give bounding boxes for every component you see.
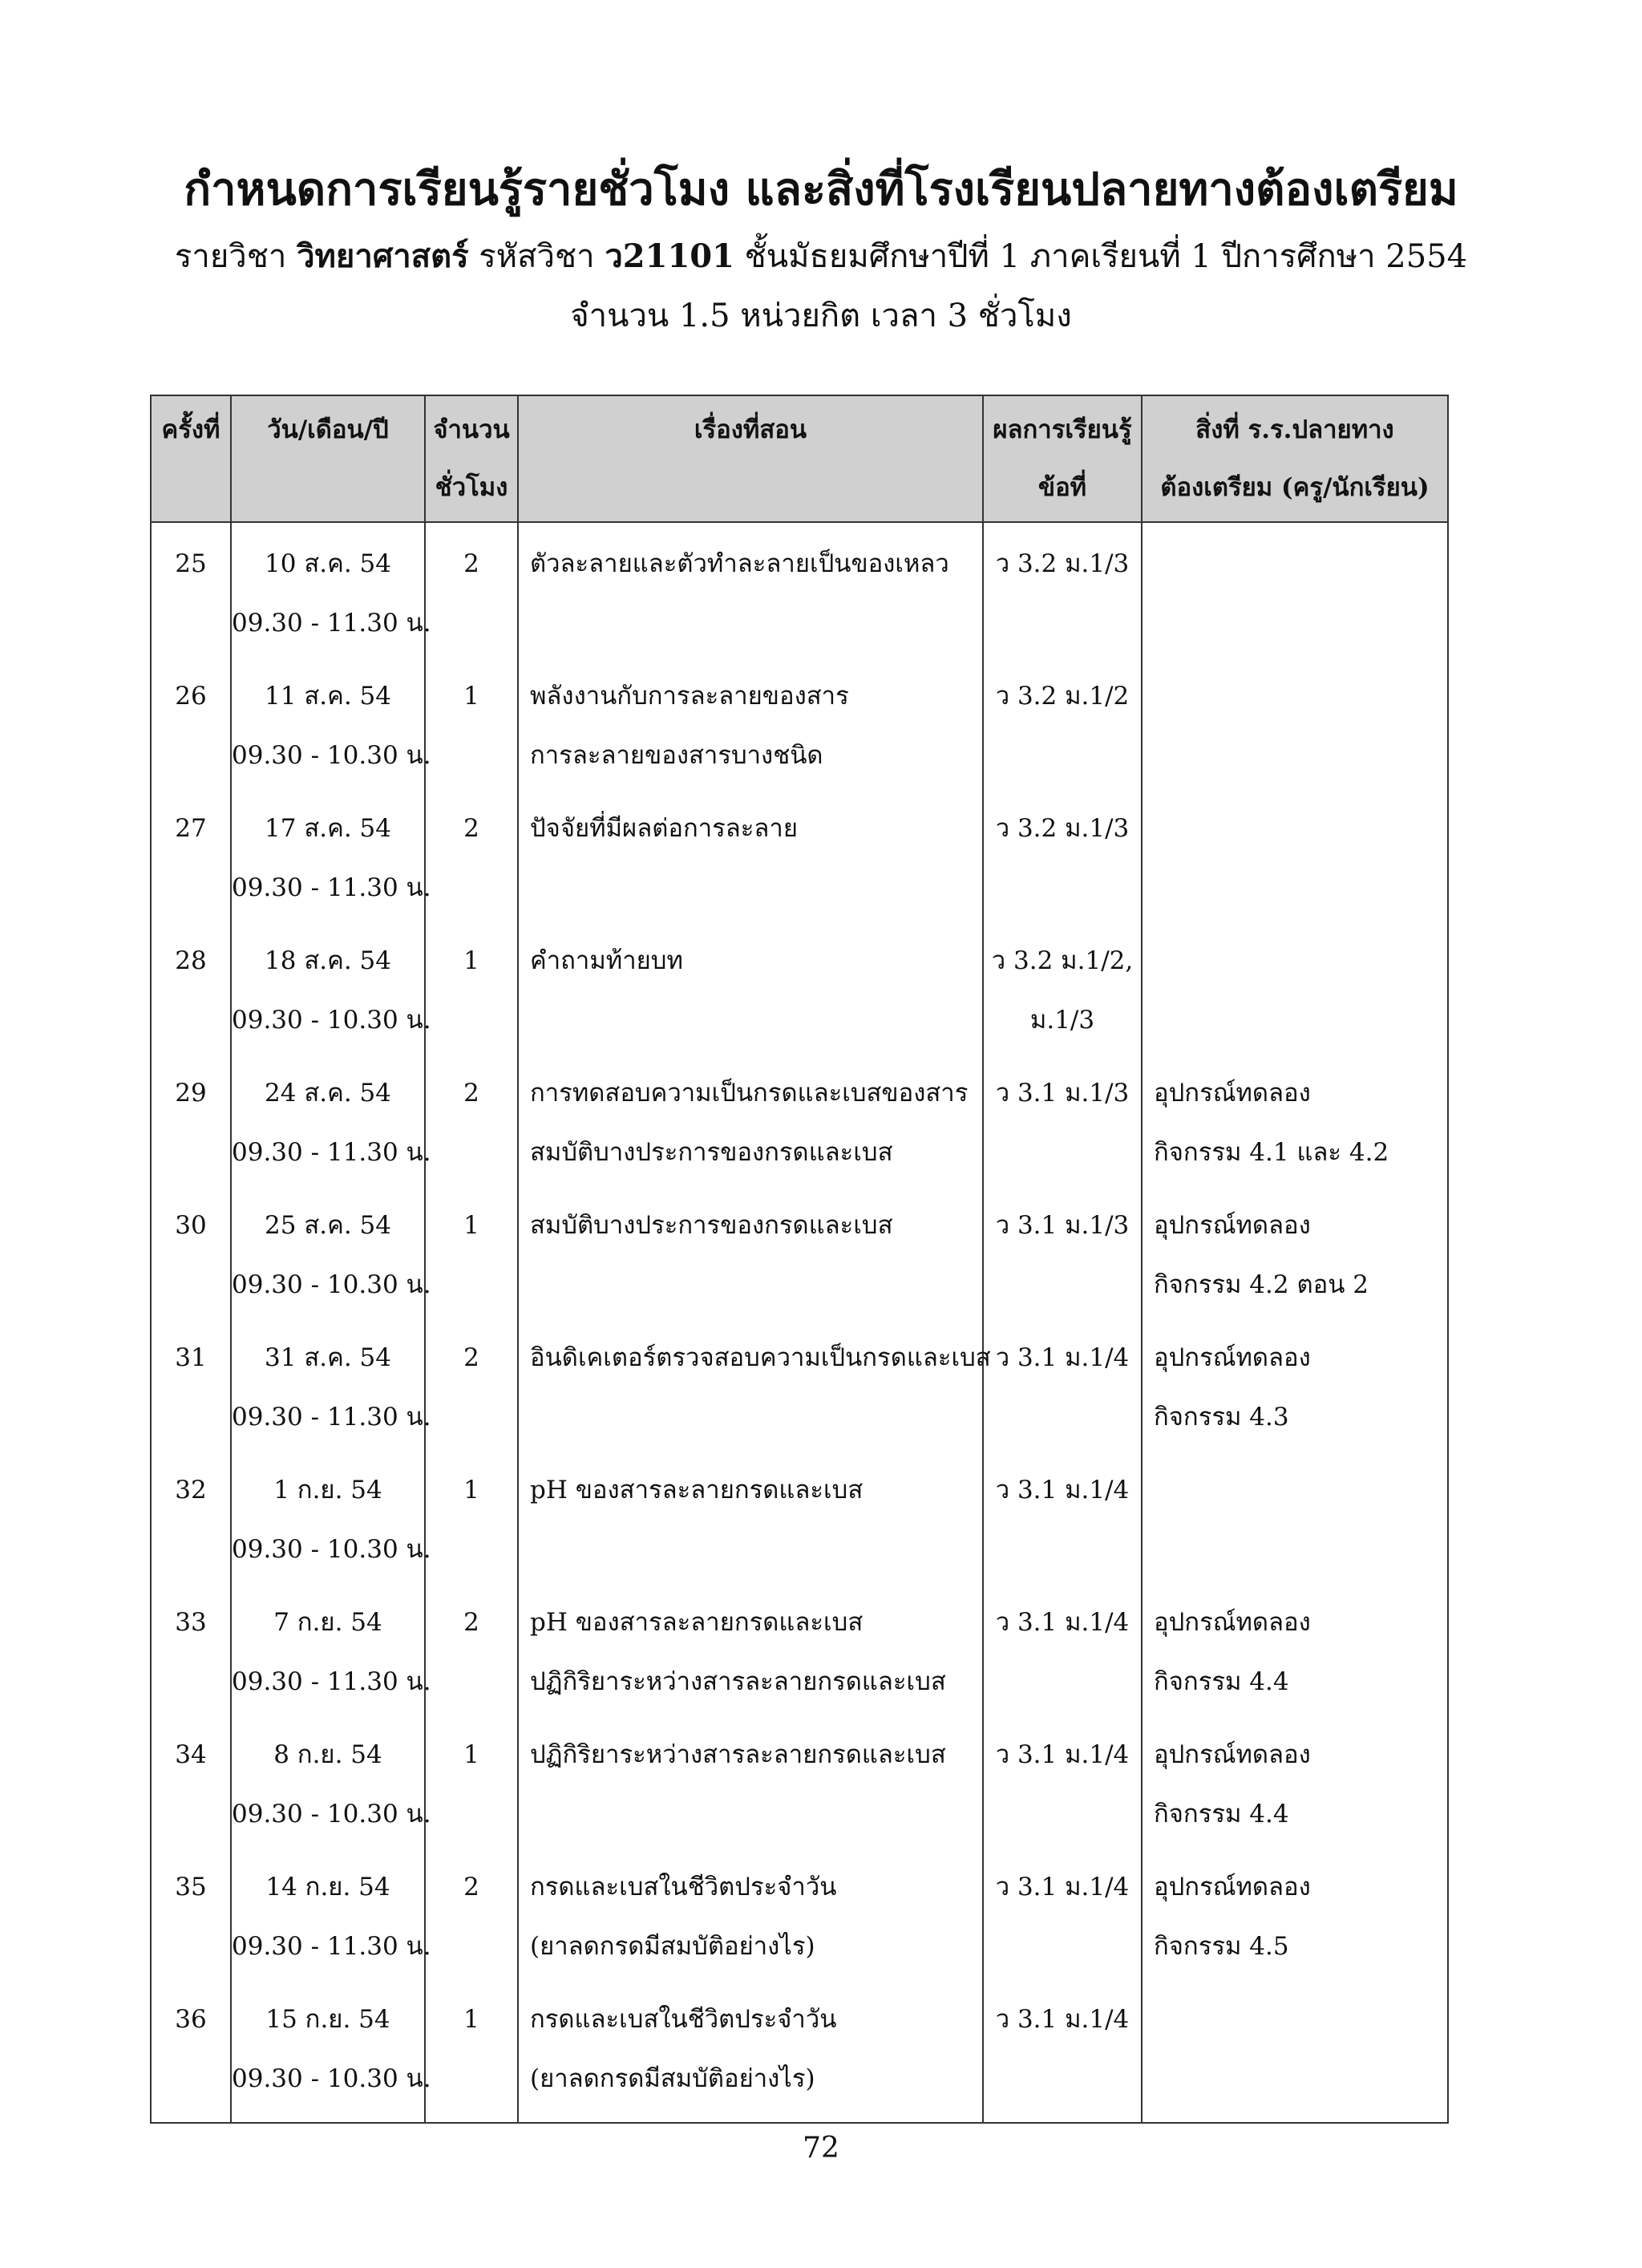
cell-topic-topic_1: ปฏิกิริยาระหว่างสารละลายกรดและเบส (530, 1740, 946, 1769)
cell-preparation-prep_2 (1154, 990, 1447, 1050)
cell-topic-topic_1: ตัวละลายและตัวทำละลายเป็นของเหลว (530, 549, 949, 578)
cell-session-no: 25 (175, 549, 207, 578)
cell-topic (518, 1593, 983, 1725)
table-row (151, 931, 1448, 1063)
cell-hours-hours: 2 (463, 1079, 479, 1108)
header-outcome: ผลการเรียนรู้ ข้อที่ (983, 395, 1142, 522)
cell-session-no: 27 (175, 814, 207, 843)
cell-topic-topic_2: ปฏิกิริยาระหว่างสารละลายกรดและเบส (530, 1667, 946, 1696)
cell-outcome (983, 666, 1142, 799)
cell-outcome-outcome_1: ว 3.1 ม.1/4 (995, 1873, 1130, 1901)
cell-preparation-prep_2: กิจกรรม 4.5 (1154, 1932, 1289, 1961)
cell-topic (518, 522, 983, 666)
cell-session (151, 799, 231, 931)
cell-preparation-prep_1 (1154, 534, 1447, 593)
cell-outcome-outcome_2 (984, 1652, 1141, 1711)
cell-session (151, 931, 231, 1063)
cell-preparation (1142, 799, 1448, 931)
cell-hours-hours: 1 (463, 1476, 479, 1505)
cell-topic (518, 666, 983, 799)
cell-hours-hours: 2 (463, 1873, 479, 1901)
cell-hours (425, 1063, 518, 1196)
cell-date-date: 14 ก.ย. 54 (265, 1873, 390, 1901)
cell-topic-topic_1: อินดิเคเตอร์ตรวจสอบความเป็นกรดและเบส (530, 1343, 991, 1372)
cell-hours (425, 522, 518, 666)
credits-info: จำนวน 1.5 หน่วยกิต เวลา 3 ชั่วโมง (570, 298, 1072, 334)
cell-hours (425, 1725, 518, 1857)
cell-outcome-outcome_2 (984, 593, 1141, 653)
page-title: กำหนดการเรียนรู้รายชั่วโมง และสิ่งที่โรงเรียนปลายทางต้องเตรียม (184, 163, 1458, 216)
cell-preparation-prep_2: กิจกรรม 4.1 และ 4.2 (1154, 1138, 1389, 1167)
cell-preparation (1142, 666, 1448, 799)
cell-preparation (1142, 931, 1448, 1063)
table-row (151, 1328, 1448, 1460)
subject-name: วิทยาศาสตร์ (297, 237, 469, 275)
cell-preparation-prep_2: กิจกรรม 4.4 (1154, 1800, 1289, 1829)
cell-preparation-prep_2 (1154, 726, 1447, 785)
cell-topic-topic_2: สมบัติบางประการของกรดและเบส (530, 1138, 893, 1167)
table-row (151, 1460, 1448, 1593)
cell-preparation (1142, 1063, 1448, 1196)
cell-outcome (983, 1857, 1142, 1990)
cell-outcome (983, 1196, 1142, 1328)
header-hours: จำนวน ชั่วโมง (425, 395, 518, 522)
cell-hours (425, 1857, 518, 1990)
cell-preparation-prep_1: อุปกรณ์ทดลอง (1154, 1740, 1311, 1769)
cell-outcome-outcome_1: ว 3.2 ม.1/2 (995, 682, 1130, 711)
cell-date-time: 09.30 - 11.30 น. (232, 873, 431, 902)
cell-preparation-prep_1: อุปกรณ์ทดลอง (1154, 1608, 1311, 1637)
cell-hours-hours: 2 (463, 1608, 479, 1637)
cell-topic (518, 1990, 983, 2123)
cell-topic (518, 931, 983, 1063)
cell-date (231, 1857, 431, 1990)
cell-topic-topic_2: การละลายของสารบางชนิด (530, 741, 823, 770)
cell-outcome-outcome_1: ว 3.1 ม.1/4 (995, 1608, 1130, 1637)
cell-outcome-outcome_1: ว 3.1 ม.1/3 (995, 1211, 1130, 1240)
table-row (151, 1063, 1448, 1196)
table-row (151, 1857, 1448, 1990)
cell-topic (518, 1063, 983, 1196)
course-info (0, 233, 1642, 281)
table-row (151, 1593, 1448, 1725)
cell-topic-topic_1: พลังงานกับการละลายของสาร (530, 682, 849, 711)
cell-session-no: 28 (175, 946, 207, 975)
cell-outcome (983, 1460, 1142, 1593)
cell-preparation (1142, 1990, 1448, 2123)
cell-session (151, 1063, 231, 1196)
page-number: 72 (803, 2132, 839, 2165)
cell-outcome-outcome_1: ว 3.1 ม.1/3 (995, 1079, 1130, 1108)
cell-topic-topic_1: การทดสอบความเป็นกรดและเบสของสาร (530, 1079, 969, 1108)
cell-preparation-prep_2: กิจกรรม 4.4 (1154, 1667, 1289, 1696)
cell-topic-topic_2 (530, 1387, 982, 1447)
cell-date (231, 1725, 431, 1857)
cell-topic-topic_1: กรดและเบสในชีวิตประจำวัน (530, 1873, 837, 1901)
cell-topic-topic_2 (530, 990, 982, 1050)
cell-topic (518, 1328, 991, 1460)
cell-date (231, 1063, 431, 1196)
cell-hours-hours: 1 (463, 1211, 479, 1240)
cell-session (151, 666, 231, 799)
cell-outcome (983, 1990, 1142, 2123)
cell-hours-hours: 2 (463, 549, 479, 578)
schedule-table (150, 395, 1449, 2124)
cell-preparation-prep_1 (1154, 1460, 1447, 1520)
cell-topic-topic_1: คำถามท้ายบท (530, 946, 683, 975)
cell-preparation-prep_1 (1154, 666, 1447, 726)
cell-date (231, 1990, 431, 2123)
cell-topic-topic_1: ปัจจัยที่มีผลต่อการละลาย (530, 814, 798, 843)
cell-date-time: 09.30 - 11.30 น. (232, 1932, 431, 1961)
cell-date-date: 25 ส.ค. 54 (265, 1211, 391, 1240)
cell-hours (425, 1460, 518, 1593)
cell-date-date: 17 ส.ค. 54 (265, 814, 391, 843)
cell-hours-hours: 2 (463, 814, 479, 843)
cell-preparation-prep_2: กิจกรรม 4.2 ตอน 2 (1154, 1270, 1369, 1299)
cell-preparation-prep_1 (1154, 1990, 1447, 2049)
cell-hours (425, 799, 518, 931)
cell-preparation-prep_1 (1154, 799, 1447, 858)
cell-session-no: 36 (175, 2005, 207, 2034)
cell-outcome (983, 1063, 1142, 1196)
cell-topic-topic_2 (530, 858, 982, 917)
course-code: ว21101 (605, 237, 734, 275)
cell-date-date: 31 ส.ค. 54 (265, 1343, 391, 1372)
cell-outcome-outcome_2 (984, 1520, 1141, 1579)
cell-date-time: 09.30 - 11.30 น. (232, 1667, 431, 1696)
table-row (151, 799, 1448, 931)
cell-topic (518, 1725, 983, 1857)
cell-outcome-outcome_1: ว 3.1 ม.1/4 (995, 1740, 1130, 1769)
cell-preparation-prep_1: อุปกรณ์ทดลอง (1154, 1873, 1311, 1901)
cell-outcome (983, 1593, 1142, 1725)
cell-hours (425, 666, 518, 799)
cell-hours-hours: 1 (463, 682, 479, 711)
cell-date-date: 15 ก.ย. 54 (265, 2005, 390, 2034)
cell-date-date: 11 ส.ค. 54 (265, 682, 391, 711)
cell-outcome-outcome_2 (984, 726, 1141, 785)
cell-topic-topic_1: สมบัติบางประการของกรดและเบส (530, 1211, 893, 1240)
cell-hours (425, 1593, 518, 1725)
code-prefix: รหัสวิชา (468, 238, 605, 275)
cell-date-time: 09.30 - 10.30 น. (232, 1800, 431, 1829)
header-session: ครั้งที่ (151, 395, 231, 522)
cell-date-time: 09.30 - 10.30 น. (232, 1535, 431, 1564)
cell-outcome-outcome_1: ว 3.1 ม.1/4 (995, 1343, 1130, 1372)
cell-topic (518, 1460, 983, 1593)
cell-hours (425, 1328, 518, 1460)
cell-date-time: 09.30 - 10.30 น. (232, 741, 431, 770)
cell-date-date: 18 ส.ค. 54 (265, 946, 391, 975)
cell-date-time: 09.30 - 11.30 น. (232, 1138, 431, 1167)
cell-topic-topic_1: pH ของสารละลายกรดและเบส (530, 1608, 863, 1637)
table-row (151, 1990, 1448, 2123)
table-row (151, 522, 1448, 666)
cell-outcome-outcome_2 (984, 858, 1141, 917)
cell-preparation (1142, 522, 1448, 666)
cell-hours (425, 1196, 518, 1328)
cell-date-time: 09.30 - 10.30 น. (232, 2064, 431, 2093)
cell-preparation-prep_2 (1154, 1520, 1447, 1579)
cell-preparation-prep_2 (1154, 858, 1447, 917)
cell-outcome-outcome_2 (984, 1917, 1141, 1976)
cell-date (231, 799, 431, 931)
cell-preparation-prep_2 (1154, 593, 1447, 653)
cell-outcome-outcome_2 (984, 1387, 1141, 1447)
cell-topic-topic_2: (ยาลดกรดมีสมบัติอย่างไร) (530, 2064, 815, 2093)
cell-hours-hours: 1 (463, 946, 479, 975)
cell-outcome-outcome_2 (984, 1255, 1141, 1314)
cell-date (231, 666, 431, 799)
cell-outcome-outcome_1: ว 3.2 ม.1/3 (995, 549, 1130, 578)
cell-topic-topic_2 (530, 1255, 982, 1314)
cell-date-time: 09.30 - 10.30 น. (232, 1270, 431, 1299)
header-date: วัน/เดือน/ปี (231, 395, 425, 522)
cell-outcome-outcome_2 (984, 1123, 1141, 1182)
cell-preparation-prep_1: อุปกรณ์ทดลอง (1154, 1079, 1311, 1108)
subject-prefix: รายวิชา (174, 238, 297, 275)
cell-session (151, 1460, 231, 1593)
course-level: ชั้นมัธยมศึกษาปีที่ 1 ภาคเรียนที่ 1 ปีการศึกษา 2554 (734, 238, 1468, 275)
cell-date (231, 931, 431, 1063)
cell-session-no: 34 (175, 1740, 207, 1769)
cell-hours-hours: 1 (463, 1740, 479, 1769)
cell-outcome (983, 799, 1142, 931)
cell-preparation-prep_1 (1154, 931, 1447, 990)
cell-date-date: 8 ก.ย. 54 (273, 1740, 382, 1769)
cell-date-time: 09.30 - 11.30 น. (232, 1403, 431, 1432)
cell-date (231, 1328, 431, 1460)
cell-date-date: 10 ส.ค. 54 (265, 549, 391, 578)
cell-session-no: 31 (175, 1343, 207, 1372)
cell-session (151, 1328, 231, 1460)
cell-date-time: 09.30 - 11.30 น. (232, 609, 431, 638)
cell-outcome (983, 1328, 1142, 1460)
cell-session (151, 1725, 231, 1857)
cell-hours-hours: 2 (463, 1343, 479, 1372)
cell-preparation-prep_1: อุปกรณ์ทดลอง (1154, 1343, 1311, 1372)
cell-session-no: 30 (175, 1211, 207, 1240)
cell-session (151, 1990, 231, 2123)
cell-topic-topic_2 (530, 593, 982, 653)
cell-outcome-outcome_1: ว 3.2 ม.1/2, (991, 946, 1134, 975)
cell-session-no: 35 (175, 1873, 207, 1901)
cell-session-no: 26 (175, 682, 207, 711)
cell-session-no: 32 (175, 1476, 207, 1505)
cell-hours (425, 931, 518, 1063)
cell-date (231, 522, 431, 666)
cell-outcome-outcome_1: ว 3.2 ม.1/3 (995, 814, 1130, 843)
cell-session-no: 33 (175, 1608, 207, 1637)
header-topic: เรื่องที่สอน (518, 395, 983, 522)
cell-session (151, 1593, 231, 1725)
cell-outcome (983, 522, 1142, 666)
table-row (151, 666, 1448, 799)
cell-outcome (983, 931, 1142, 1063)
table-row (151, 1196, 1448, 1328)
cell-preparation-prep_2: กิจกรรม 4.3 (1154, 1403, 1289, 1432)
cell-topic (518, 1196, 983, 1328)
cell-preparation (1142, 1196, 1448, 1328)
cell-topic (518, 1857, 983, 1990)
cell-session-no: 29 (175, 1079, 207, 1108)
cell-outcome-outcome_1: ว 3.1 ม.1/4 (995, 2005, 1130, 2034)
header-preparation: สิ่งที่ ร.ร.ปลายทาง ต้องเตรียม (ครู/นักเรียน) (1142, 395, 1448, 522)
cell-preparation (1142, 1460, 1448, 1593)
cell-outcome-outcome_2 (984, 1784, 1141, 1844)
table-row (151, 1725, 1448, 1857)
cell-topic-topic_2 (530, 1784, 982, 1844)
cell-preparation (1142, 1725, 1448, 1857)
cell-topic-topic_2 (530, 1520, 982, 1579)
cell-session (151, 1857, 231, 1990)
cell-hours-hours: 1 (463, 2005, 479, 2034)
cell-preparation-prep_1: อุปกรณ์ทดลอง (1154, 1211, 1311, 1240)
cell-topic-topic_1: กรดและเบสในชีวิตประจำวัน (530, 2005, 837, 2034)
cell-session (151, 1196, 231, 1328)
cell-session (151, 522, 231, 666)
cell-date-time: 09.30 - 10.30 น. (232, 1006, 431, 1035)
cell-outcome-outcome_1: ว 3.1 ม.1/4 (995, 1476, 1130, 1505)
cell-topic (518, 799, 983, 931)
cell-preparation (1142, 1328, 1448, 1460)
cell-hours (425, 1990, 518, 2123)
cell-preparation (1142, 1857, 1448, 1990)
cell-outcome (983, 1725, 1142, 1857)
cell-date (231, 1460, 431, 1593)
cell-date-date: 7 ก.ย. 54 (273, 1608, 382, 1637)
cell-preparation (1142, 1593, 1448, 1725)
cell-topic-topic_1: pH ของสารละลายกรดและเบส (530, 1476, 863, 1505)
cell-date (231, 1196, 431, 1328)
cell-date-date: 1 ก.ย. 54 (273, 1476, 382, 1505)
cell-topic-topic_2: (ยาลดกรดมีสมบัติอย่างไร) (530, 1932, 815, 1961)
cell-outcome-outcome_2: ม.1/3 (1029, 1006, 1095, 1035)
cell-outcome-outcome_2 (984, 2049, 1141, 2108)
cell-date-date: 24 ส.ค. 54 (265, 1079, 391, 1108)
header-row (151, 395, 1448, 522)
cell-date (231, 1593, 431, 1725)
cell-preparation-prep_2 (1154, 2049, 1447, 2108)
